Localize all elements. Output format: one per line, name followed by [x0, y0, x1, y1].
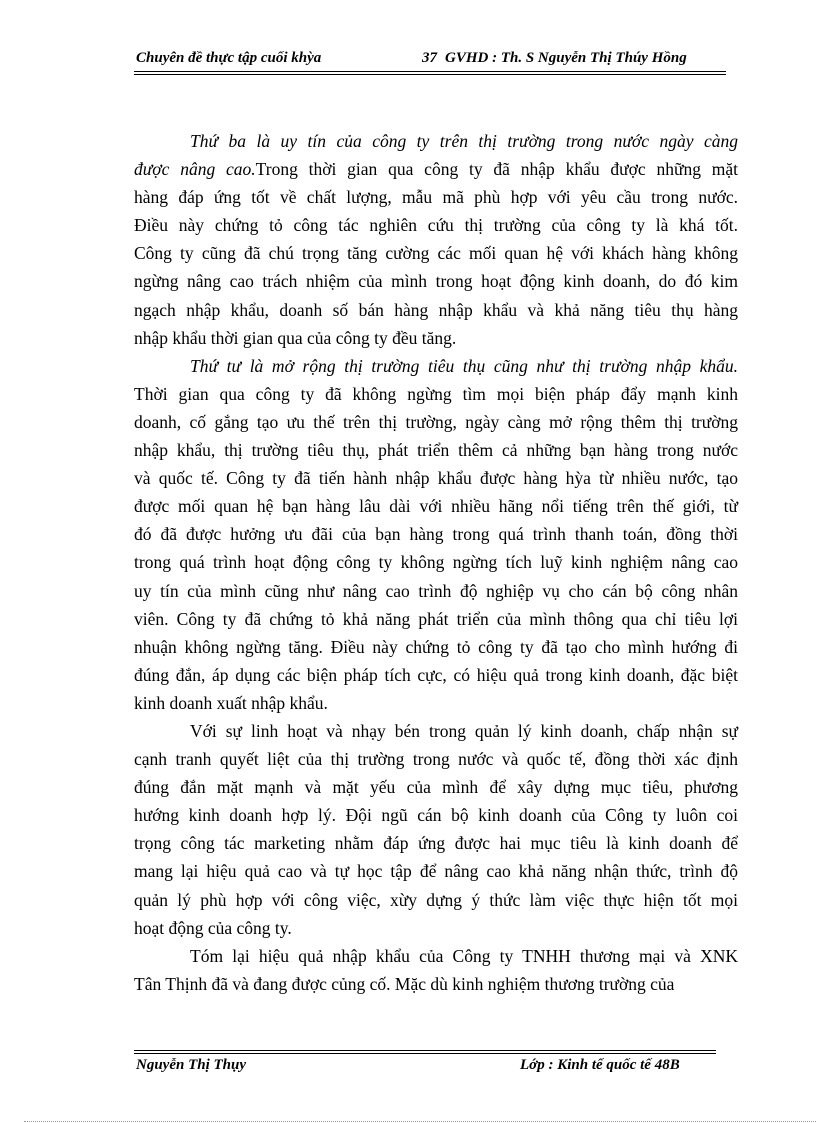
- text-line: Điều này chứng tỏ công tác nghiên cứu thị trường của công ty là khá tốt.: [134, 215, 738, 236]
- text-line: quản lý phù hợp với công việc, xừy dựng ý thức làm việc thực hiện tốt mọi: [134, 889, 738, 910]
- text-line: mang lại hiệu quả cao và tự học tập để nâng cao khả năng nhận thức, trình độ: [134, 861, 738, 882]
- text-line: trọng công tác marketing nhằm đáp ứng được hai mục tiêu là kinh doanh để: [134, 833, 738, 854]
- text-line: được nâng cao.Trong thời gian qua công ty đã nhập khẩu được những mặt: [134, 159, 738, 180]
- text-line: Công ty cũng đã chú trọng tăng cường các mối quan hệ với khách hàng không: [134, 243, 738, 264]
- footer-rule: [134, 1050, 716, 1051]
- text-line: kinh doanh xuất nhập khẩu.: [134, 692, 328, 713]
- text-line: hàng đáp ứng tốt về chất lượng, mẫu mã phù hợp với yêu cầu trong nước.: [134, 187, 738, 208]
- footer-author: Nguyễn Thị Thụy: [136, 1057, 247, 1073]
- text-line: uy tín của mình cũng như nâng cao trình độ nghiệp vụ cho cán bộ công nhân: [134, 580, 738, 601]
- header-title: Chuyên đề thực tập cuối khỳa: [136, 50, 322, 66]
- text-line: ngừng nâng cao trách nhiệm của mình trong hoạt động kinh doanh, do đó kim: [134, 271, 738, 292]
- text-line: ngạch nhập khẩu, doanh số bán hàng nhập khẩu và khả năng tiêu thụ hàng: [134, 299, 738, 320]
- text-line: Thời gian qua công ty đã không ngừng tìm mọi biện pháp đẩy mạnh kinh: [134, 383, 738, 404]
- text-line: trong quá trình hoạt động công ty không ngừng tích luỹ kinh nghiệm nâng cao: [134, 552, 738, 573]
- header-supervisor: GVHD : Th. S Nguyễn Thị Thúy Hồng: [445, 50, 687, 66]
- text-line: được mối quan hệ bạn hàng lâu dài với nhiều hãng nổi tiếng trên thế giới, từ: [134, 496, 738, 517]
- text-line: nhuận không ngừng tăng. Điều này chứng tỏ công ty đã tạo cho mình hướng đi: [134, 636, 738, 657]
- text-line: Với sự linh hoạt và nhạy bén trong quản lý kinh doanh, chấp nhận sự: [190, 720, 738, 741]
- text-line: hoạt động của công ty.: [134, 917, 292, 938]
- text-line: đúng đắn mặt mạnh và mặt yếu của mình để xây dựng mục tiêu, phương: [134, 777, 738, 798]
- page-number: 37: [422, 50, 437, 66]
- text-line: viên. Công ty đã chứng tỏ khả năng phát triển của mình thông qua chỉ tiêu lợi: [134, 608, 738, 629]
- page-footer: [134, 1055, 716, 1077]
- text-line: Thứ ba là uy tín của công ty trên thị trường trong nước ngày càng: [190, 131, 738, 151]
- text-line: Thứ tư là mở rộng thị trường tiêu thụ cũng như thị trường nhập khẩu.: [190, 355, 738, 376]
- footer-rule-thin: [134, 1053, 716, 1054]
- page-header: [134, 47, 726, 71]
- text-line: doanh, cố gắng tạo ưu thế trên thị trường, ngày càng mở rộng thêm thị trường: [134, 411, 738, 432]
- text-line: Tân Thịnh đã và đang được củng cố. Mặc dù kinh nghiệm thương trường của: [134, 973, 675, 994]
- text-line: và quốc tế. Công ty đã tiến hành nhập khẩu được hàng hỳa từ nhiều nước, tạo: [134, 468, 738, 489]
- footer-class: Lớp : Kinh tế quốc tế 48B: [520, 1057, 680, 1073]
- text-line: cạnh tranh quyết liệt của thị trường trong nước và quốc tế, đồng thời xác định: [134, 749, 738, 770]
- text-line: hướng kinh doanh hợp lý. Đội ngũ cán bộ kinh doanh của Công ty luôn coi: [134, 805, 738, 826]
- text-line: Tóm lại hiệu quả nhập khẩu của Công ty TNHH thương mại và XNK: [190, 945, 738, 966]
- text-line: đó đã được hưởng ưu đãi của bạn hàng trong quá trình thanh toán, đồng thời: [134, 524, 738, 545]
- text-line: nhập khẩu thời gian qua của công ty đều tăng.: [134, 327, 457, 348]
- body-text: [134, 127, 738, 998]
- text-line: nhập khẩu, thị trường tiêu thụ, phát triển thêm cả những bạn hàng trong nước: [134, 440, 738, 461]
- header-rule-thin: [134, 74, 726, 75]
- text-line: đúng đắn, áp dụng các biện pháp tích cực, có hiệu quả trong kinh doanh, đặc biệt: [134, 664, 738, 685]
- page-edge-divider: [24, 1121, 816, 1122]
- header-rule: [134, 71, 726, 72]
